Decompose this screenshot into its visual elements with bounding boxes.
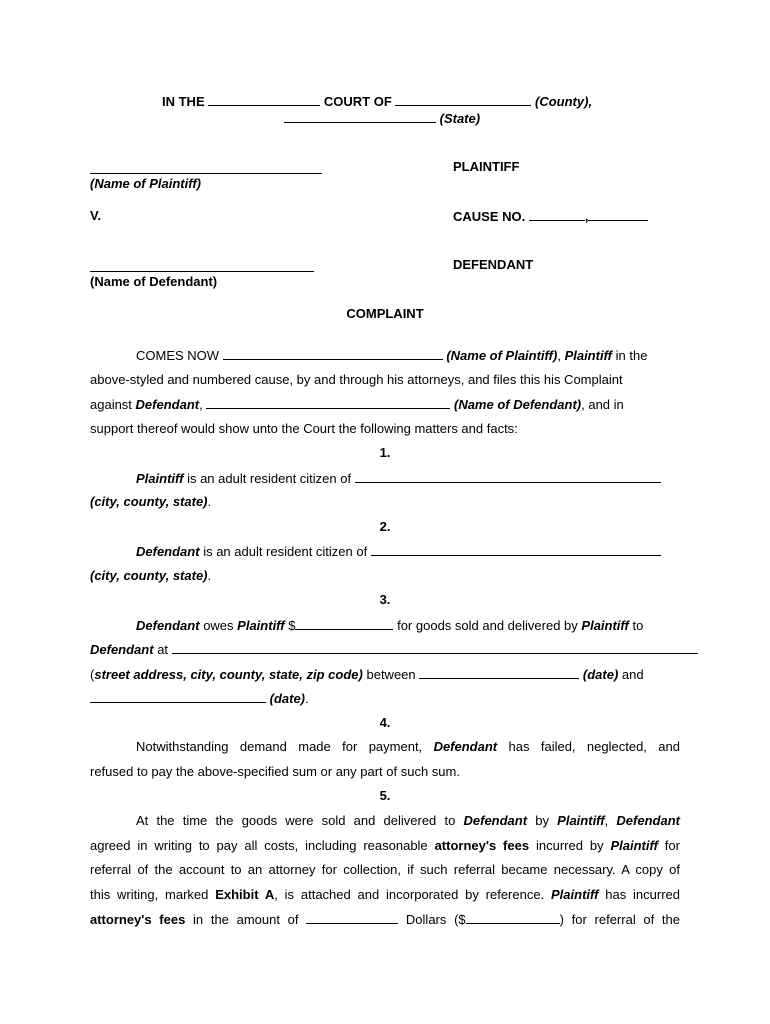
section-4-line-2: refused to pay the above-specified sum or any part of such sum. [90, 764, 460, 779]
s3-to: to [632, 618, 644, 633]
intro-against: against [90, 397, 132, 412]
s3-defendant-2: Defendant [90, 642, 154, 657]
s3-owes: owes [203, 618, 234, 633]
cause-no-blank-1[interactable] [529, 208, 585, 221]
court-name-blank[interactable] [208, 93, 320, 106]
s1-location-label: (city, county, state) [90, 494, 208, 509]
intro-line-3 [90, 396, 680, 413]
s3-plaintiff-2: Plaintiff [581, 618, 629, 633]
s2-location-label: (city, county, state) [90, 568, 208, 583]
section-5-line-4 [90, 887, 680, 903]
s4-pre: Notwithstanding demand made for payment, [136, 739, 423, 754]
s5-l5-b: ) for referral of the [559, 912, 681, 927]
s1-end: . [207, 494, 212, 509]
s3-between: between [366, 667, 416, 682]
s5-l4-plaintiff: Plaintiff [551, 887, 599, 902]
s3-date1-blank[interactable] [419, 666, 579, 679]
s3-date1-label: (date) [582, 667, 619, 682]
intro-line-2: above-styled and numbered cause, by and through his attorneys, and files this his Complaint [90, 372, 623, 387]
defendant-label: DEFENDANT [453, 257, 534, 272]
plaintiff-name-blank[interactable] [223, 347, 443, 360]
intro-sep2: , [199, 397, 203, 412]
s3-at: at [157, 642, 169, 657]
section-5-number: 5. [379, 788, 391, 803]
s3-goods: for goods sold and delivered by [397, 618, 578, 633]
s5-l1-by: by [535, 813, 549, 828]
s5-l5-a: in the amount of [193, 912, 299, 927]
defendant-name-caption: (Name of Defendant) [90, 274, 218, 289]
s3-date2-label: (date) [269, 691, 306, 706]
s2-end: . [207, 568, 212, 583]
s1-plaintiff: Plaintiff [136, 471, 184, 486]
s4-post: has failed, neglected, and [508, 739, 680, 754]
s3-amount-blank[interactable] [295, 617, 393, 630]
s3-dollar: $ [288, 618, 296, 633]
s5-amount-words-blank[interactable] [306, 911, 398, 924]
county-blank[interactable] [395, 93, 531, 106]
s3-plaintiff: Plaintiff [237, 618, 285, 633]
s3-and: and [621, 667, 644, 682]
s2-location-blank[interactable] [371, 543, 661, 556]
s3-address-label: street address, city, county, state, zip code) [94, 667, 363, 682]
section-3-number: 3. [379, 592, 391, 607]
intro-defendant-name: (Name of Defendant) [453, 397, 582, 412]
s5-l5-dollars: Dollars ($ [405, 912, 466, 927]
section-1-number: 1. [379, 445, 391, 460]
versus-label: V. [90, 208, 102, 223]
section-2-line-2 [90, 568, 680, 584]
s1-text: is an adult resident citizen of [187, 471, 352, 486]
cause-no-blank-2[interactable] [588, 208, 648, 221]
section-4-line-1 [90, 739, 680, 755]
s5-l2-a: agreed in writing to pay all costs, including reasonable [90, 838, 428, 853]
intro-and-in: , and in [581, 397, 624, 412]
intro-plaintiff: Plaintiff [564, 348, 612, 363]
in-the-label: IN THE [162, 94, 205, 109]
s2-defendant: Defendant [136, 544, 200, 559]
intro-line-1 [90, 347, 680, 364]
section-1-line-2 [90, 494, 680, 510]
intro-sep1: , [557, 348, 561, 363]
s3-date2-blank[interactable] [90, 690, 266, 703]
state-blank[interactable] [284, 110, 436, 123]
section-3-line-2 [90, 641, 680, 658]
section-2-number: 2. [379, 519, 391, 534]
cause-no-line [453, 208, 648, 225]
section-2-line-1 [90, 543, 680, 560]
s3-end: . [305, 691, 309, 706]
intro-line-4: support thereof would show unto the Court the following matters and facts: [90, 421, 518, 436]
s5-l4-b: , is attached and incorporated by reference. [274, 887, 545, 902]
defendant-name-blank[interactable] [206, 396, 450, 409]
s3-address-blank[interactable] [172, 641, 698, 654]
s5-l1-defendant: Defendant [463, 813, 528, 828]
s5-l1-plaintiff: Plaintiff [557, 813, 605, 828]
section-5-line-5 [90, 911, 680, 928]
s3-paren: ( [90, 667, 95, 682]
s5-amount-number-blank[interactable] [466, 911, 560, 924]
complaint-title: COMPLAINT [346, 306, 424, 321]
s5-l2-fees: attorney's fees [434, 838, 530, 853]
plaintiff-name-caption: (Name of Plaintiff) [90, 176, 201, 191]
s5-l1-comma: , [604, 813, 609, 828]
plaintiff-name-line[interactable] [90, 173, 322, 174]
s5-l2-incurred: incurred by [535, 838, 604, 853]
s5-l4-a: this writing, marked [90, 887, 209, 902]
court-of-label: COURT OF [323, 94, 392, 109]
state-label: (State) [439, 111, 481, 126]
s3-defendant: Defendant [136, 618, 200, 633]
cause-no-separator: , [584, 209, 589, 224]
caption-court-line [162, 93, 592, 110]
plaintiff-label: PLAINTIFF [453, 159, 520, 174]
section-4-number: 4. [379, 715, 391, 730]
s5-l2-plaintiff: Plaintiff [610, 838, 658, 853]
s5-l1-defendant-2: Defendant [616, 813, 680, 828]
s4-defendant: Defendant [433, 739, 498, 754]
s5-l5-fees: attorney's fees [90, 912, 186, 927]
section-3-line-1 [90, 617, 680, 634]
section-5-line-2 [90, 838, 680, 854]
intro-in-the: in the [615, 348, 648, 363]
section-3-line-3 [90, 666, 680, 683]
cause-no-label: CAUSE NO. [453, 209, 526, 224]
county-label: (County), [535, 94, 593, 109]
comes-now-text: COMES NOW [136, 348, 220, 363]
section-3-line-4 [90, 690, 680, 707]
section-1-line-1 [90, 470, 680, 487]
s5-l4-c: has incurred [605, 887, 680, 902]
section-5-line-3: referral of the account to an attorney for collection, if such referral became necessary. A copy of [90, 862, 680, 877]
intro-defendant: Defendant [135, 397, 200, 412]
caption-state-line [284, 110, 480, 127]
s1-location-blank[interactable] [355, 470, 661, 483]
s5-l2-for: for [664, 838, 680, 853]
defendant-name-line[interactable] [90, 271, 314, 272]
s5-l4-exhibit: Exhibit A [215, 887, 275, 902]
intro-plaintiff-name: (Name of Plaintiff) [446, 348, 558, 363]
section-5-line-1 [90, 813, 680, 829]
s5-l1-a: At the time the goods were sold and delivered to [136, 813, 456, 828]
s2-text: is an adult resident citizen of [203, 544, 368, 559]
